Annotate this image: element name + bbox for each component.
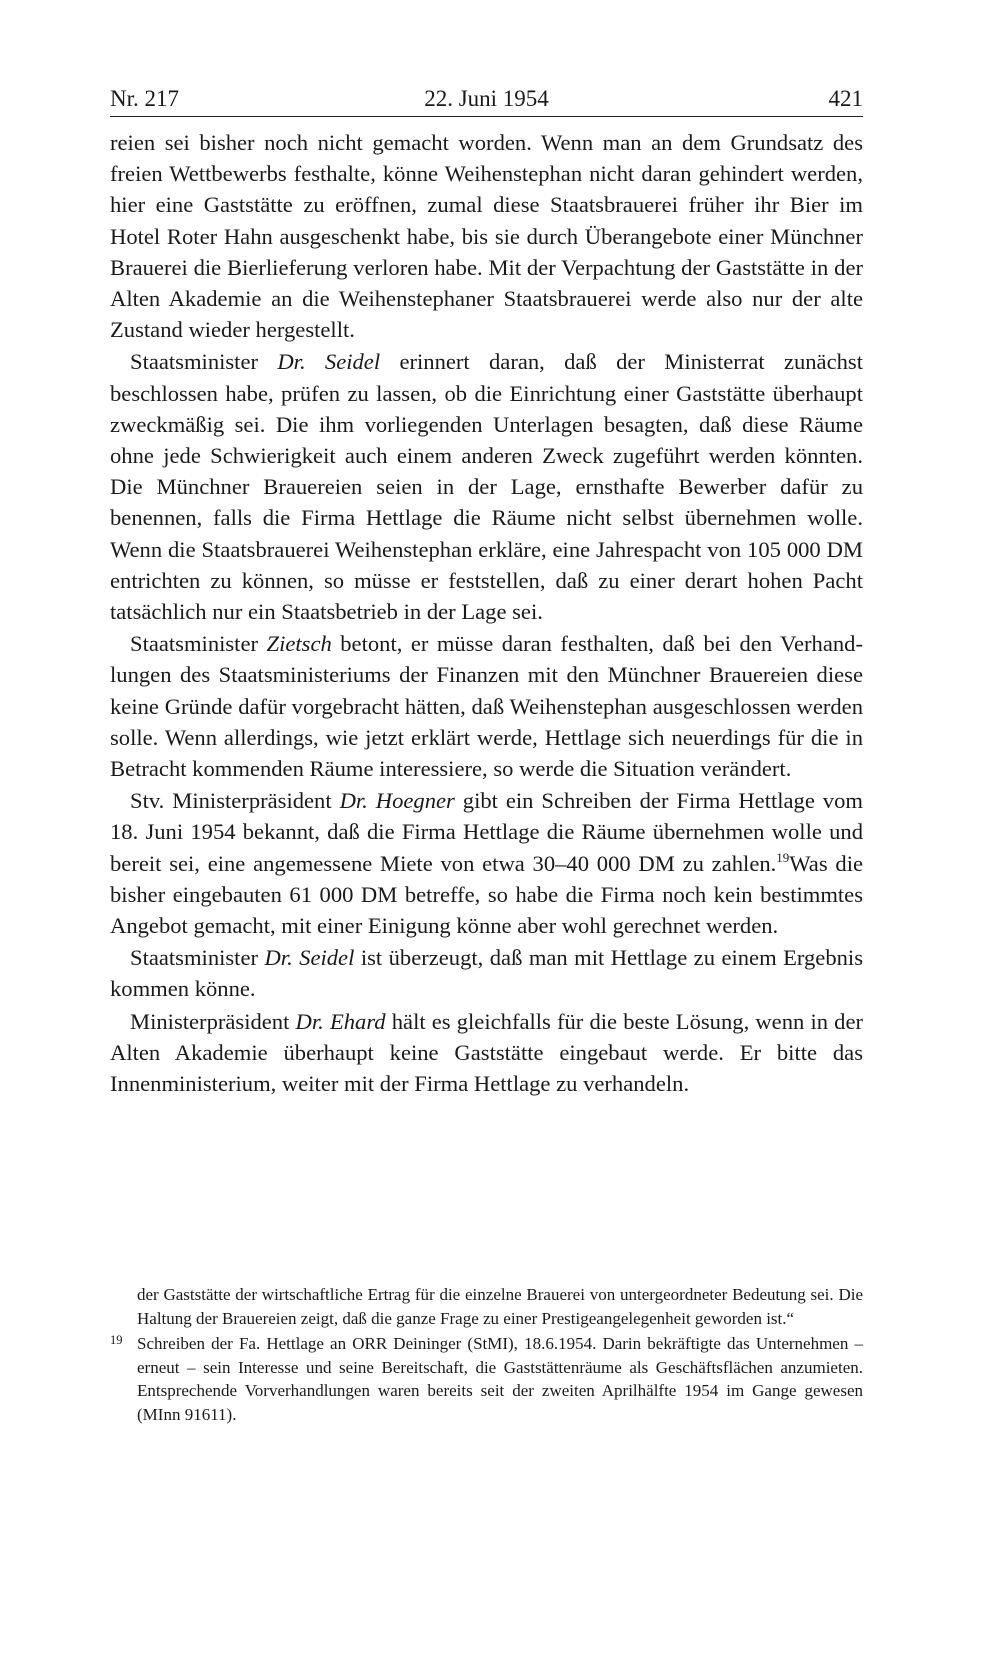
footnote-number: 19 [110, 1333, 123, 1348]
paragraph-zietsch: Staatsminister Zietsch betont, er müsse daran festhalten, daß bei den Verhandlungen des Staatsministeriums der Finanzen mit den Münchner Brauereien diese keine Gründe dafür vorgebracht hätten, daß Weihenstephan ausgeschlossen werden solle. Wenn allerdings, wie jetzt erklärt werde, Hettlage sich neuerdings für die in Betracht kommenden Räume interessiere, so werde die Situation verändert. [110, 631, 863, 782]
paragraph-seidel-2: Staatsminister Dr. Seidel ist überzeugt, daß man mit Hettlage zu einem Ergebnis kommen könne. [110, 945, 863, 1002]
footnotes [110, 1283, 863, 1427]
paragraph-hoegner: Stv. Ministerpräsident Dr. Hoegner gibt ein Schreiben der Firma Hettlage vom 18. Juni 1954 bekannt, daß die Firma Hettlage die Räume übernehmen wolle und bereit sei, eine angemessene Miete von etwa 30–40 000 DM zu zahlen.$^{19}$Was die bisher eingebauten 61 000 DM betreffe, so habe die Firma noch kein bestimmtes Angebot gemacht, mit einer Einigung könne aber wohl gerechnet werden. [110, 788, 863, 939]
footnote-reference[interactable]: 19 [776, 849, 790, 865]
document-page [110, 78, 863, 1099]
speaker-name: Zietsch [266, 631, 332, 657]
running-header [110, 78, 863, 116]
header-date: 22. Juni 1954 [424, 86, 549, 111]
page-number: 421 [828, 86, 863, 111]
footnote-text: Schreiben der Fa. Hettlage an ORR Deininger (StMI), 18.6.1954. Darin bekräftigte das Unternehmen – erneut – sein Interesse und seine Bereitschaft, die Gaststättenräume als Geschäftsflächen anzumieten. Entsprechende Vorverhandlungen waren bereits seit der zweiten Aprilhälfte 1954 im Gange gewesen (MInn 91611). [137, 1334, 863, 1424]
footnote-continuation: der Gaststätte der wirtschaftliche Ertrag für die einzelne Brauerei von untergeordneter Bedeutung sei. Die Haltung der Brauereien zeigt, daß die ganze Frage zu einer Prestigeangelegenheit geworden ist.“ [137, 1285, 863, 1328]
speaker-name: Dr. Seidel [277, 349, 381, 375]
speaker-name: Dr. Seidel [264, 945, 355, 971]
header-rule [110, 116, 863, 117]
paragraph-seidel-1: Staatsminister Dr. Seidel erinnert daran, daß der Ministerrat zunächst beschlossen habe, prüfen zu lassen, ob die Einrichtung einer Gaststätte überhaupt zweckmäßig sei. Die ihm vorliegenden Unterlagen besagten, daß diese Räume ohne jede Schwierigkeit auch einem anderen Zweck zugeführt werden könnten. Die Münchner Brauereien seien in der Lage, ernsthafte Bewerber dafür zu benennen, falls die Firma Hettlage die Räume nicht selbst übernehmen wolle. Wenn die Staatsbrauerei Weihenstephan erkläre, eine Jahrespacht von 105 000 DM entrichten zu können, so müsse er feststellen, daß zu einer derart hohen Pacht tatsächlich nur ein Staatsbetrieb in der Lage sei. [110, 349, 863, 625]
speaker-name: Dr. Ehard [295, 1008, 386, 1034]
paragraph-continuation: reien sei bisher noch nicht gemacht worden. Wenn man an dem Grundsatz des freien Wettbewerbs festhalte, könne Weihenstephan nicht daran gehindert werden, hier eine Gaststätte zu eröffnen, zumal diese Staatsbrauerei früher ihr Bier im Hotel Roter Hahn ausgeschenkt habe, bis sie durch Überangebote einer Münchner Brauerei die Bierlieferung verloren habe. Mit der Verpachtung der Gaststätte in der Alten Akademie an die Weihenstephaner Staatsbrauerei werde also nur der alte Zustand wieder hergestellt. [110, 130, 863, 343]
document-number: Nr. 217 [110, 86, 179, 111]
paragraph-ehard: Ministerpräsident Dr. Ehard hält es gleichfalls für die beste Lösung, wenn in der Alten Akademie überhaupt keine Gaststätte eingebaut werde. Er bitte das Innenministerium, weiter mit der Firma Hettlage zu verhandeln. [110, 1008, 864, 1097]
main-text [110, 127, 863, 1099]
speaker-name: Dr. Hoegner [339, 788, 455, 814]
footnote-19 [110, 1332, 863, 1426]
